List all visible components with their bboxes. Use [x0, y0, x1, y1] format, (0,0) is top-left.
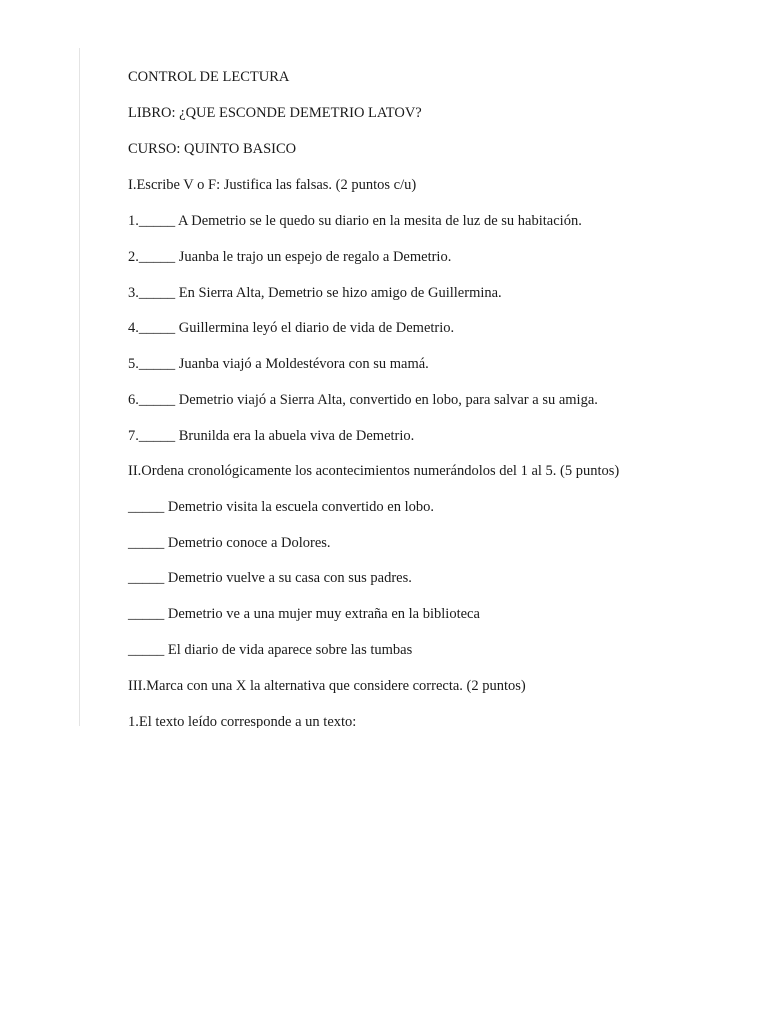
section1-item: 5._____ Juanba viajó a Moldestévora con su mamá.	[128, 356, 429, 372]
book-line: LIBRO: ¿QUE ESCONDE DEMETRIO LATOV?	[128, 105, 422, 121]
section1-item: 2._____ Juanba le trajo un espejo de regalo a Demetrio.	[128, 249, 452, 265]
section2-item: _____ Demetrio conoce a Dolores.	[128, 535, 331, 551]
section1-item: 7._____ Brunilda era la abuela viva de Demetrio.	[128, 428, 415, 444]
section3-first-question: 1.El texto leído corresponde a un texto:	[128, 714, 357, 728]
section2-item: _____ El diario de vida aparece sobre las tumbas	[128, 642, 413, 658]
document-title: CONTROL DE LECTURA	[128, 69, 290, 85]
section2-item: _____ Demetrio ve a una mujer muy extraña en la biblioteca	[128, 606, 480, 622]
section1-heading: I.Escribe V o F: Justifica las falsas. (2 puntos c/u)	[128, 177, 417, 193]
course-line: CURSO: QUINTO BASICO	[128, 141, 297, 157]
section2-heading: II.Ordena cronológicamente los acontecimientos numerándolos del 1 al 5. (5 puntos)	[128, 463, 620, 479]
section1-item: 4._____ Guillermina leyó el diario de vida de Demetrio.	[128, 320, 455, 336]
section1-item: 1._____ A Demetrio se le quedo su diario en la mesita de luz de su habitación.	[128, 213, 582, 229]
section1-item: 3._____ En Sierra Alta, Demetrio se hizo amigo de Guillermina.	[128, 285, 502, 301]
section3-heading: III.Marca con una X la alternativa que considere correcta. (2 puntos)	[128, 678, 526, 694]
section2-item: _____ Demetrio visita la escuela convertido en lobo.	[128, 499, 435, 515]
section2-item: _____ Demetrio vuelve a su casa con sus padres.	[128, 570, 412, 586]
section1-item: 6._____ Demetrio viajó a Sierra Alta, convertido en lobo, para salvar a su amiga.	[128, 392, 598, 408]
